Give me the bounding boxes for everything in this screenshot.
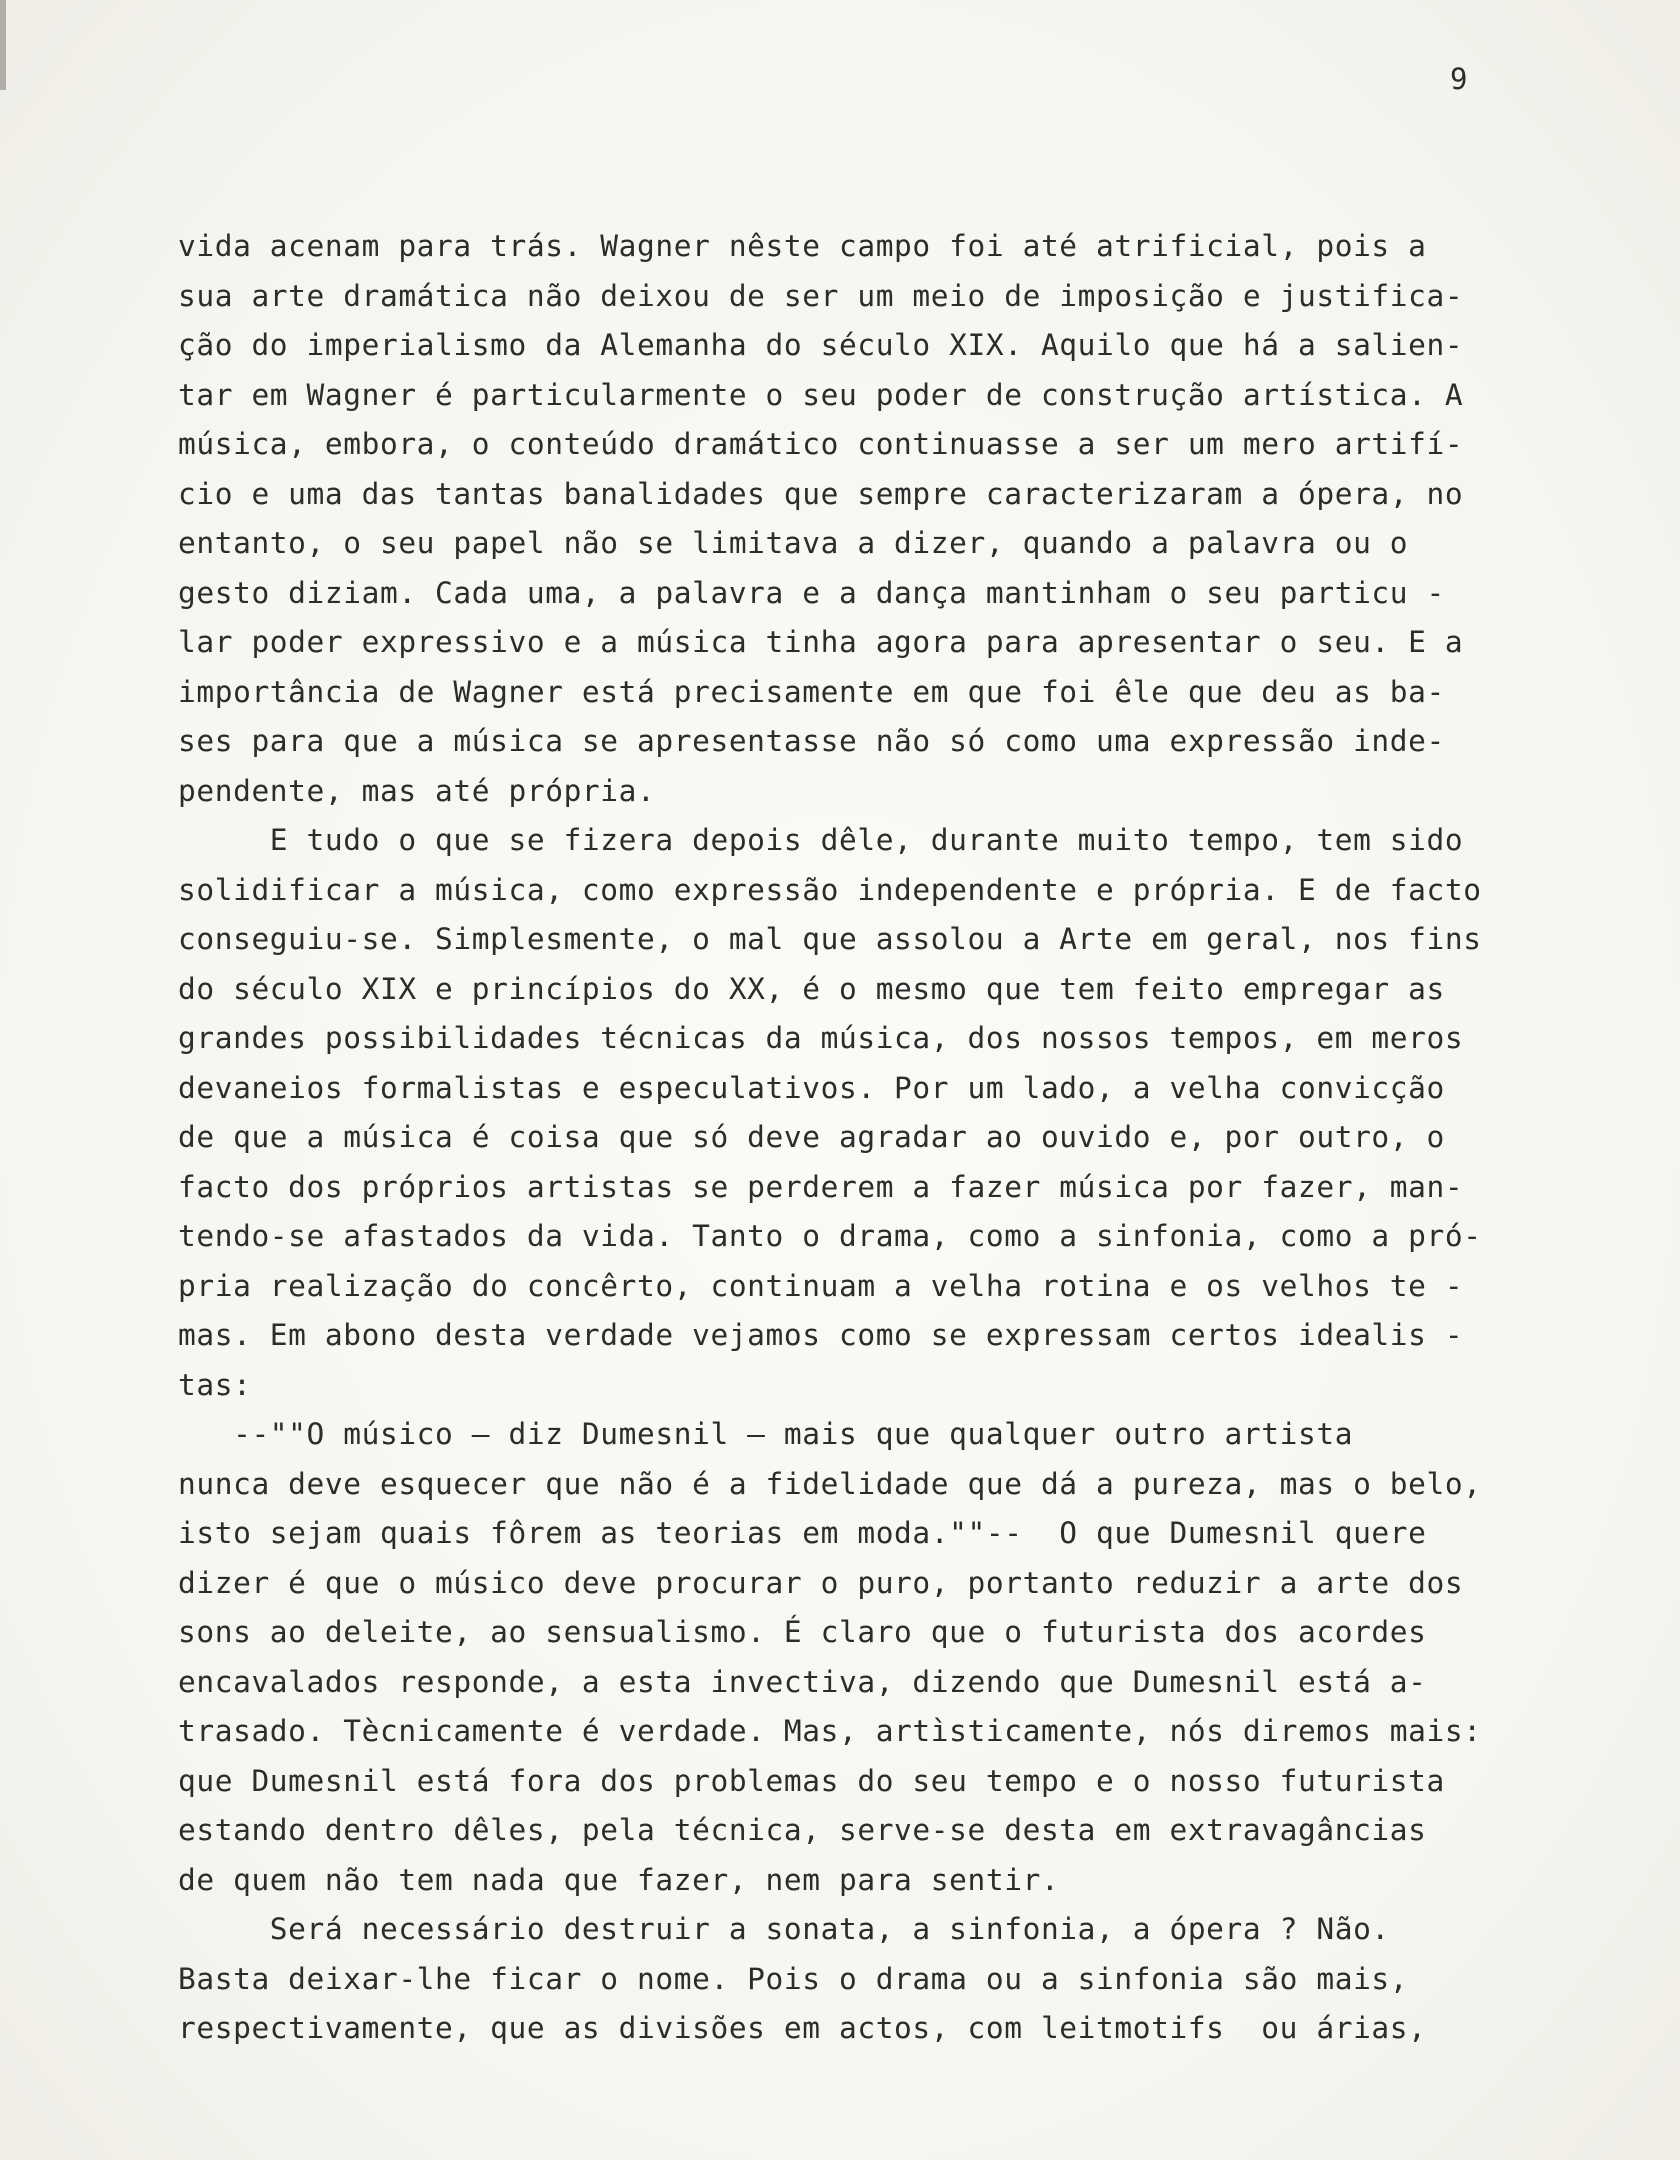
text-line: sua arte dramática não deixou de ser um meio de imposição e justifica- <box>178 278 1464 313</box>
text-line: ses para que a música se apresentasse não só como uma expressão inde- <box>178 724 1445 758</box>
body-text <box>178 222 1608 2054</box>
text-line: lar poder expressivo e a música tinha agora para apresentar o seu. E a <box>178 625 1464 659</box>
text-line: tendo-se afastados da vida. Tanto o drama, como a sinfonia, como a pró- <box>178 1219 1482 1253</box>
text-line: que Dumesnil está fora dos problemas do seu tempo e o nosso futurista <box>178 1763 1445 1798</box>
text-line: devaneios formalistas e especulativos. Por um lado, a velha convicção <box>178 1070 1445 1105</box>
text-line: sons ao deleite, ao sensualismo. É claro que o futurista dos acordes <box>178 1615 1427 1649</box>
text-line: mas. Em abono desta verdade vejamos como se expressam certos idealis - <box>178 1318 1464 1352</box>
text-line: tar em Wagner é particularmente o seu poder de construção artística. A <box>178 377 1464 412</box>
text-line: cio e uma das tantas banalidades que sempre caracterizaram a ópera, no <box>178 476 1464 511</box>
text-line: tas: <box>178 1367 252 1402</box>
text-line: vida acenam para trás. Wagner nêste campo foi até atrificial, pois a <box>178 229 1427 263</box>
text-line: pendente, mas até própria. <box>178 773 656 808</box>
text-line: importância de Wagner está precisamente em que foi êle que deu as ba- <box>178 674 1445 709</box>
text-line: dizer é que o músico deve procurar o puro, portanto reduzir a arte dos <box>178 1565 1464 1600</box>
text-line: grandes possibilidades técnicas da música, dos nossos tempos, em meros <box>178 1021 1464 1055</box>
text-line: conseguiu-se. Simplesmente, o mal que assolou a Arte em geral, nos fins <box>178 922 1482 956</box>
text-line: de quem não tem nada que fazer, nem para sentir. <box>178 1862 1060 1897</box>
text-line: entanto, o seu papel não se limitava a dizer, quando a palavra ou o <box>178 526 1409 560</box>
scan-edge-shadow <box>0 0 6 90</box>
text-line: Basta deixar-lhe ficar o nome. Pois o drama ou a sinfonia são mais, <box>178 1961 1409 1996</box>
text-line: E tudo o que se fizera depois dêle, durante muito tempo, tem sido <box>178 823 1464 857</box>
text-line: Será necessário destruir a sonata, a sinfonia, a ópera ? Não. <box>178 1912 1390 1946</box>
text-line: do século XIX e princípios do XX, é o mesmo que tem feito empregar as <box>178 971 1445 1006</box>
text-line: isto sejam quais fôrem as teorias em moda.""-- O que Dumesnil quere <box>178 1516 1427 1550</box>
text-line: estando dentro dêles, pela técnica, serve-se desta em extravagâncias <box>178 1813 1427 1847</box>
page-number: 9 <box>1450 62 1469 96</box>
text-line: ção do imperialismo da Alemanha do século XIX. Aquilo que há a salien- <box>178 328 1464 362</box>
text-line: de que a música é coisa que só deve agradar ao ouvido e, por outro, o <box>178 1120 1445 1154</box>
text-line: gesto diziam. Cada uma, a palavra e a dança mantinham o seu particu - <box>178 575 1445 610</box>
text-line: nunca deve esquecer que não é a fidelidade que dá a pureza, mas o belo, <box>178 1466 1482 1501</box>
text-line: solidificar a música, como expressão independente e própria. E de facto <box>178 872 1482 907</box>
text-line: pria realização do concêrto, continuam a velha rotina e os velhos te - <box>178 1268 1464 1303</box>
text-line: música, embora, o conteúdo dramático continuasse a ser um mero artifí- <box>178 427 1464 461</box>
text-line: facto dos próprios artistas se perderem a fazer música por fazer, man- <box>178 1169 1464 1204</box>
text-line: --""O músico — diz Dumesnil — mais que qualquer outro artista <box>178 1417 1354 1451</box>
text-line: trasado. Tècnicamente é verdade. Mas, artìsticamente, nós diremos mais: <box>178 1714 1482 1748</box>
text-line: respectivamente, que as divisões em actos, com leitmotifs ou árias, <box>178 2011 1427 2045</box>
text-line: encavalados responde, a esta invectiva, dizendo que Dumesnil está a- <box>178 1664 1427 1699</box>
